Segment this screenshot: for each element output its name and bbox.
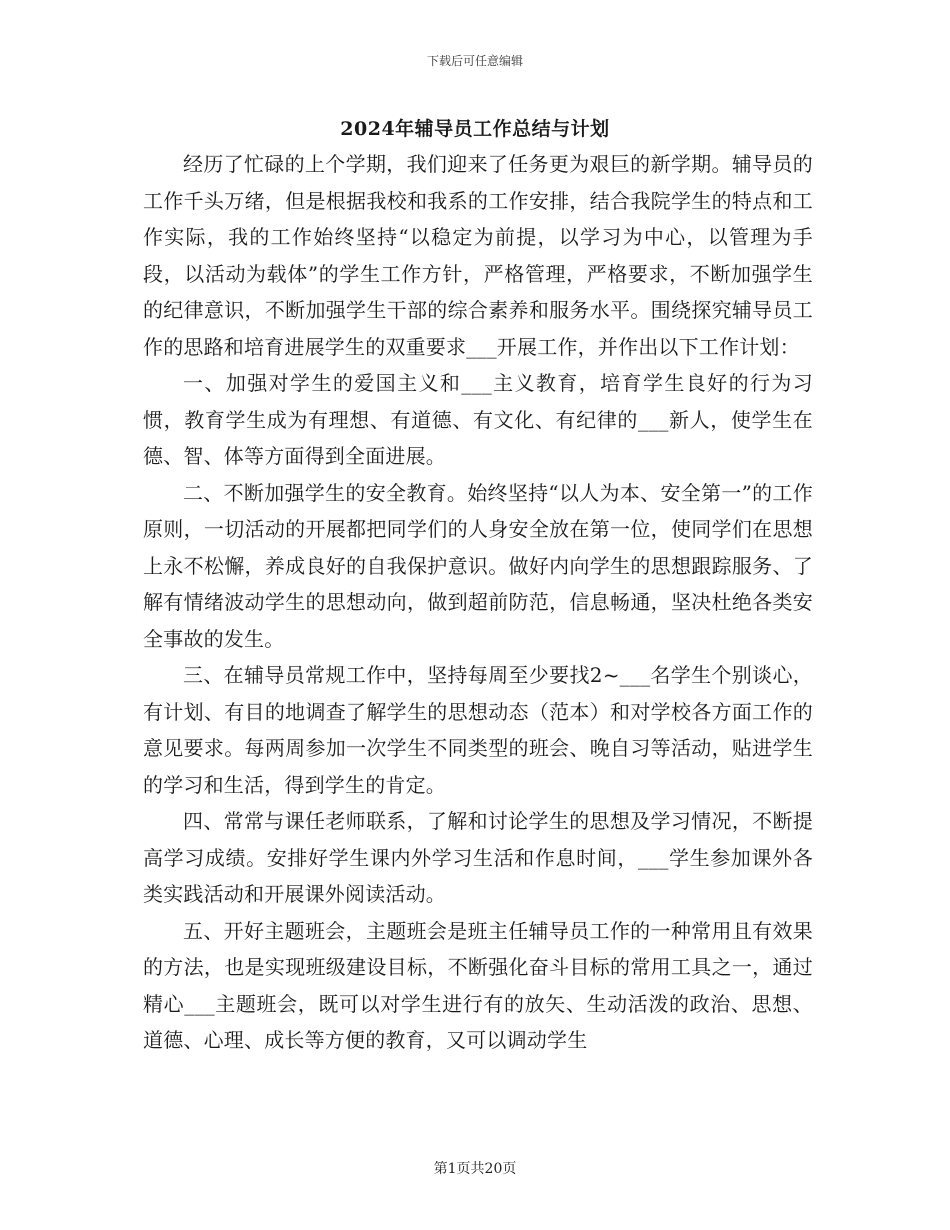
document-title: 2024年辅导员工作总结与计划 — [340, 118, 610, 140]
paragraph-intro: 经历了忙碌的上个学期，我们迎来了任务更为艰巨的新学期。辅导员的工作千头万绪，但是根据我校和我系的工作安排，结合我院学生的特点和工作实际，我的工作始终坚持“以稳定为前提，以学习为中心，以管理为手段，以活动为载体”的学生工作方针，严格管理，严格要求，不断加强学生的纪律意识，不断加强学生干部的综合素养和服务水平。围绕探究辅导员工作的思路和培育进展学生的双重要求___开展工作，并作出以下工作计划： — [143, 152, 813, 359]
page-number: 第1页共20页 — [433, 1161, 517, 1177]
document-body — [143, 146, 813, 1059]
header-note: 下载后可任意编辑 — [426, 54, 523, 68]
paragraph-item-3: 三、在辅导员常规工作中，坚持每周至少要找2~___名学生个别谈心，有计划、有目的地调查了解学生的思想动态（范本）和对学校各方面工作的意见要求。每两周参加一次学生不同类型的班会、晚自习等活动，贴进学生的学习和生活，得到学生的肯定。 — [143, 663, 813, 797]
paragraph-item-1: 一、加强对学生的爱国主义和___主义教育，培育学生良好的行为习惯，教育学生成为有理想、有道德、有文化、有纪律的___新人，使学生在德、智、体等方面得到全面进展。 — [143, 371, 813, 468]
paragraph-item-4: 四、常常与课任老师联系，了解和讨论学生的思想及学习情况，不断提高学习成绩。安排好学生课内外学习生活和作息时间，___学生参加课外各类实践活动和开展课外阅读活动。 — [143, 809, 813, 906]
paragraph-item-5: 五、开好主题班会，主题班会是班主任辅导员工作的一种常用且有效果的方法，也是实现班级建设目标，不断强化奋斗目标的常用工具之一，通过精心___主题班会，既可以对学生进行有的放矢、生动活泼的政治、思想、道德、心理、成长等方便的教育，又可以调动学生 — [143, 918, 813, 1052]
paragraph-item-2: 二、不断加强学生的安全教育。始终坚持“以人为本、安全第一”的工作原则，一切活动的开展都把同学们的人身安全放在第一位，使同学们在思想上永不松懈，养成良好的自我保护意识。做好内向学生的思想跟踪服务、了解有情绪波动学生的思想动向，做到超前防范，信息畅通，坚决杜绝各类安全事故的发生。 — [143, 480, 813, 651]
